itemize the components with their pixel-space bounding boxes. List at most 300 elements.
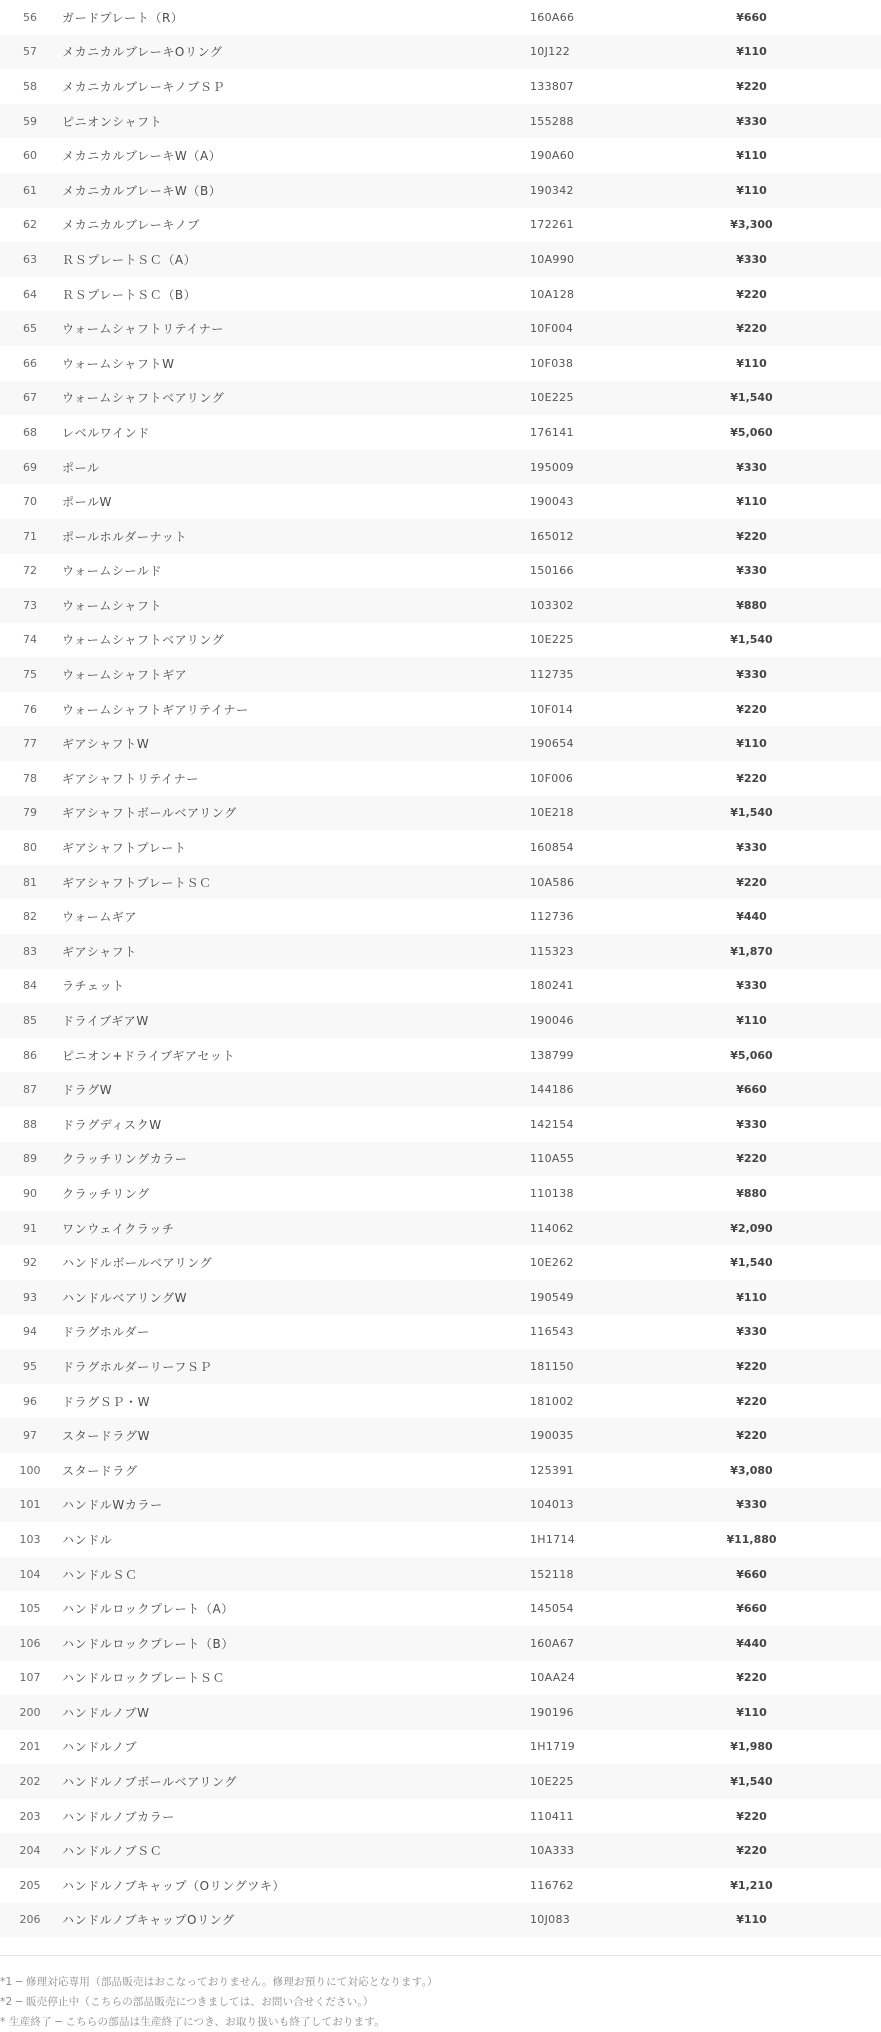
part-code: 190196: [530, 1705, 574, 1719]
part-number: 77: [23, 737, 37, 751]
part-price: ¥110: [736, 45, 767, 59]
part-name: ドライブギアW: [62, 1014, 149, 1029]
row-spacer: [823, 1384, 881, 1419]
part-name: メカニカルブレーキOリング: [62, 45, 223, 60]
table-row: [0, 1799, 881, 1834]
part-name: ウォームシャフトベアリング: [62, 633, 225, 648]
part-number: 65: [23, 322, 37, 336]
part-number: 66: [23, 356, 37, 370]
row-spacer: [823, 1280, 881, 1315]
part-code: 160854: [530, 841, 574, 855]
part-price: ¥220: [736, 287, 767, 301]
row-spacer: [823, 173, 881, 208]
table-row: [0, 1072, 881, 1107]
table-row: [0, 1280, 881, 1315]
part-number: 203: [19, 1809, 41, 1823]
part-name: ピニオン+ドライブギアセット: [62, 1048, 236, 1063]
part-code: 152118: [530, 1567, 574, 1581]
table-row: [0, 761, 881, 796]
part-name: ＲＳプレートＳＣ（A）: [62, 252, 197, 267]
part-code: 112736: [530, 910, 574, 924]
part-name: ハンドルベアリングW: [62, 1290, 188, 1305]
row-spacer: [823, 484, 881, 519]
part-name: メカニカルブレーキW（B）: [62, 183, 222, 198]
part-number: 80: [23, 841, 37, 855]
part-price: ¥220: [736, 875, 767, 889]
footnote-discontinued: * 生産終了 ─ こちらの部品は生産終了につき、お取り扱いも終了しております。: [0, 2016, 385, 2029]
part-number: 72: [23, 564, 37, 578]
part-number: 69: [23, 460, 37, 474]
table-row: [0, 692, 881, 727]
part-price: ¥3,300: [730, 218, 773, 232]
part-name: メカニカルブレーキW（A）: [62, 149, 222, 164]
part-price: ¥1,870: [730, 944, 773, 958]
row-spacer: [823, 1176, 881, 1211]
part-price: ¥110: [736, 1913, 767, 1927]
part-price: ¥660: [736, 1567, 767, 1581]
part-code: 155288: [530, 114, 574, 128]
part-number: 83: [23, 944, 37, 958]
part-code: 190046: [530, 1014, 574, 1028]
row-spacer: [823, 726, 881, 761]
row-spacer: [823, 1142, 881, 1177]
table-row: [0, 830, 881, 865]
table-row: [0, 657, 881, 692]
part-price: ¥11,880: [726, 1532, 777, 1546]
part-number: 64: [23, 287, 37, 301]
table-row: [0, 1245, 881, 1280]
part-code: 1H1719: [530, 1740, 576, 1754]
row-spacer: [823, 1833, 881, 1868]
part-name: ハンドルロックプレートＳＣ: [62, 1671, 226, 1686]
part-code: 10A128: [530, 287, 575, 301]
table-row: [0, 554, 881, 589]
part-name: ウォームシャフトギアリテイナー: [62, 702, 249, 717]
row-spacer: [823, 1038, 881, 1073]
table-row: [0, 1003, 881, 1038]
part-code: 160A67: [530, 1636, 575, 1650]
part-number: 106: [19, 1636, 41, 1650]
part-number: 61: [23, 183, 37, 197]
part-name: クラッチリング: [62, 1186, 150, 1201]
part-price: ¥220: [736, 1359, 767, 1373]
part-number: 97: [23, 1429, 37, 1443]
part-price: ¥660: [736, 1083, 767, 1097]
table-row: [0, 277, 881, 312]
part-code: 110138: [530, 1186, 574, 1200]
part-price: ¥220: [736, 771, 767, 785]
part-code: 125391: [530, 1463, 574, 1477]
row-spacer: [823, 761, 881, 796]
part-price: ¥2,090: [730, 1221, 773, 1235]
part-name: ウォームギア: [62, 910, 138, 925]
part-name: ガードプレート（R）: [62, 10, 184, 25]
part-number: 71: [23, 529, 37, 543]
part-name: ウォームシールド: [62, 564, 163, 579]
part-price: ¥3,080: [730, 1463, 773, 1477]
part-price: ¥330: [736, 979, 767, 993]
part-price: ¥330: [736, 460, 767, 474]
part-name: スタードラグW: [62, 1429, 151, 1444]
part-number: 62: [23, 218, 37, 232]
part-number: 87: [23, 1083, 37, 1097]
part-name: メカニカルブレーキノブＳＰ: [62, 79, 226, 94]
part-price: ¥330: [736, 114, 767, 128]
part-number: 100: [19, 1463, 41, 1477]
part-price: ¥330: [736, 668, 767, 682]
row-spacer: [823, 1245, 881, 1280]
part-price: ¥220: [736, 702, 767, 716]
part-code: 1H1714: [530, 1532, 576, 1546]
part-number: 79: [23, 806, 37, 820]
table-row: [0, 484, 881, 519]
part-code: 181150: [530, 1359, 574, 1373]
part-name: ハンドルノブ: [62, 1740, 138, 1755]
row-spacer: [823, 657, 881, 692]
part-price: ¥220: [736, 1429, 767, 1443]
table-row: [0, 1833, 881, 1868]
part-number: 206: [19, 1913, 41, 1927]
part-code: 103302: [530, 598, 574, 612]
part-code: 181002: [530, 1394, 574, 1408]
part-code: 115323: [530, 944, 574, 958]
row-spacer: [823, 138, 881, 173]
row-spacer: [823, 1488, 881, 1523]
part-price: ¥330: [736, 1325, 767, 1339]
part-name: ギアシャフトボールベアリング: [62, 806, 237, 821]
row-spacer: [823, 450, 881, 485]
part-number: 78: [23, 771, 37, 785]
part-number: 94: [23, 1325, 37, 1339]
part-code: 144186: [530, 1083, 574, 1097]
part-price: ¥1,540: [730, 633, 773, 647]
part-name: ポール: [62, 460, 100, 475]
part-code: 190549: [530, 1290, 574, 1304]
part-price: ¥220: [736, 1671, 767, 1685]
part-price: ¥110: [736, 737, 767, 751]
row-spacer: [823, 104, 881, 139]
part-number: 70: [23, 495, 37, 509]
part-number: 201: [19, 1740, 41, 1754]
part-code: 190342: [530, 183, 574, 197]
row-spacer: [823, 0, 881, 35]
row-spacer: [823, 1349, 881, 1384]
row-spacer: [823, 1211, 881, 1246]
part-name: ギアシャフトリテイナー: [62, 771, 199, 786]
part-number: 101: [19, 1498, 41, 1512]
part-price: ¥880: [736, 1186, 767, 1200]
part-number: 91: [23, 1221, 37, 1235]
part-name: ウォームシャフト: [62, 598, 163, 613]
part-code: 133807: [530, 79, 574, 93]
part-price: ¥110: [736, 149, 767, 163]
row-spacer: [823, 1695, 881, 1730]
part-name: ハンドルロックプレート（B）: [62, 1636, 234, 1651]
row-spacer: [823, 623, 881, 658]
part-code: 190035: [530, 1429, 574, 1443]
part-name: ハンドルノブＳＣ: [62, 1844, 163, 1859]
part-code: 10A990: [530, 252, 575, 266]
part-code: 172261: [530, 218, 574, 232]
part-code: 110411: [530, 1809, 574, 1823]
part-name: クラッチリングカラー: [62, 1152, 188, 1167]
table-row: [0, 1695, 881, 1730]
table-row: [0, 1591, 881, 1626]
part-number: 56: [23, 10, 37, 24]
row-spacer: [823, 1903, 881, 1938]
part-name: ハンドル: [62, 1532, 113, 1547]
part-name: ＲＳプレートＳＣ（B）: [62, 287, 197, 302]
part-number: 90: [23, 1186, 37, 1200]
part-price: ¥110: [736, 1705, 767, 1719]
row-spacer: [823, 899, 881, 934]
part-name: ギアシャフトプレート: [62, 841, 187, 856]
part-name: ラチェット: [62, 979, 125, 994]
table-row: [0, 1107, 881, 1142]
part-price: ¥1,540: [730, 1256, 773, 1270]
part-code: 10F004: [530, 322, 574, 336]
table-row: [0, 1626, 881, 1661]
part-code: 116543: [530, 1325, 574, 1339]
part-number: 200: [19, 1705, 41, 1719]
table-row: [0, 1142, 881, 1177]
part-number: 105: [19, 1602, 41, 1616]
part-price: ¥330: [736, 841, 767, 855]
part-name: ハンドルノブW: [62, 1705, 150, 1720]
part-number: 88: [23, 1117, 37, 1131]
table-row: [0, 69, 881, 104]
part-price: ¥1,980: [730, 1740, 773, 1754]
part-code: 10AA24: [530, 1671, 576, 1685]
part-number: 202: [19, 1775, 41, 1789]
table-row: [0, 934, 881, 969]
row-spacer: [823, 346, 881, 381]
row-spacer: [823, 1522, 881, 1557]
part-code: 112735: [530, 668, 574, 682]
part-price: ¥1,540: [730, 806, 773, 820]
part-code: 10A586: [530, 875, 575, 889]
part-code: 10E225: [530, 1775, 574, 1789]
part-number: 84: [23, 979, 37, 993]
part-price: ¥220: [736, 1809, 767, 1823]
part-price: ¥660: [736, 10, 767, 24]
part-code: 160A66: [530, 10, 575, 24]
table-row: [0, 1903, 881, 1938]
table-row: [0, 1176, 881, 1211]
part-price: ¥220: [736, 1394, 767, 1408]
row-spacer: [823, 865, 881, 900]
part-code: 10A333: [530, 1844, 575, 1858]
row-spacer: [823, 35, 881, 70]
part-code: 114062: [530, 1221, 574, 1235]
part-code: 145054: [530, 1602, 574, 1616]
part-number: 81: [23, 875, 37, 889]
part-price: ¥220: [736, 322, 767, 336]
part-code: 10F014: [530, 702, 574, 716]
part-code: 150166: [530, 564, 574, 578]
table-row: [0, 1868, 881, 1903]
part-name: ハンドルノブキャップ（Oリングツキ）: [62, 1878, 286, 1893]
part-name: ウォームシャフトギア: [62, 668, 188, 683]
part-number: 76: [23, 702, 37, 716]
row-spacer: [823, 796, 881, 831]
part-number: 58: [23, 79, 37, 93]
part-number: 68: [23, 425, 37, 439]
row-spacer: [823, 588, 881, 623]
row-spacer: [823, 1591, 881, 1626]
row-spacer: [823, 1799, 881, 1834]
part-price: ¥5,060: [730, 425, 773, 439]
table-row: [0, 104, 881, 139]
part-name: ハンドルノブカラー: [62, 1809, 175, 1824]
row-spacer: [823, 208, 881, 243]
row-spacer: [823, 830, 881, 865]
part-price: ¥110: [736, 1290, 767, 1304]
part-number: 93: [23, 1290, 37, 1304]
part-number: 85: [23, 1014, 37, 1028]
table-row: [0, 1211, 881, 1246]
part-code: 190A60: [530, 149, 575, 163]
row-spacer: [823, 1003, 881, 1038]
table-row: [0, 1488, 881, 1523]
part-code: 110A55: [530, 1152, 575, 1166]
part-name: ドラグホルダーリーフＳＰ: [62, 1359, 213, 1374]
part-code: 10E225: [530, 633, 574, 647]
part-code: 176141: [530, 425, 574, 439]
part-name: ドラグホルダー: [62, 1325, 150, 1340]
part-code: 10J083: [530, 1913, 571, 1927]
row-spacer: [823, 692, 881, 727]
part-number: 92: [23, 1256, 37, 1270]
table-row: [0, 1522, 881, 1557]
table-row: [0, 1038, 881, 1073]
row-spacer: [823, 277, 881, 312]
table-row: [0, 1315, 881, 1350]
part-number: 204: [19, 1844, 41, 1858]
table-row: [0, 1557, 881, 1592]
part-price: ¥110: [736, 495, 767, 509]
part-number: 74: [23, 633, 37, 647]
part-number: 73: [23, 598, 37, 612]
part-name: ハンドルWカラー: [62, 1498, 163, 1513]
part-price: ¥220: [736, 529, 767, 543]
table-row: [0, 1384, 881, 1419]
row-spacer: [823, 1418, 881, 1453]
table-row: [0, 899, 881, 934]
row-spacer: [823, 1661, 881, 1696]
part-number: 104: [19, 1567, 41, 1581]
table-row: [0, 415, 881, 450]
part-name: ウォームシャフトベアリング: [62, 391, 225, 406]
part-name: ハンドルノブボールベアリング: [62, 1775, 237, 1790]
part-name: ハンドルボールベアリング: [62, 1256, 213, 1271]
row-spacer: [823, 1764, 881, 1799]
row-spacer: [823, 415, 881, 450]
table-row: [0, 346, 881, 381]
row-spacer: [823, 934, 881, 969]
part-code: 190043: [530, 495, 574, 509]
part-number: 107: [19, 1671, 41, 1685]
part-name: ピニオンシャフト: [62, 114, 163, 129]
part-price: ¥330: [736, 564, 767, 578]
part-number: 103: [19, 1532, 41, 1546]
row-spacer: [823, 1868, 881, 1903]
part-price: ¥660: [736, 1602, 767, 1616]
table-row: [0, 796, 881, 831]
part-price: ¥1,210: [730, 1878, 773, 1892]
part-price: ¥330: [736, 1498, 767, 1512]
part-price: ¥1,540: [730, 1775, 773, 1789]
table-row: [0, 1453, 881, 1488]
part-name: ギアシャフトプレートＳＣ: [62, 875, 212, 890]
part-name: レベルワインド: [62, 425, 150, 440]
part-price: ¥880: [736, 598, 767, 612]
part-name: ポールホルダーナット: [62, 529, 188, 544]
table-row: [0, 865, 881, 900]
row-spacer: [823, 554, 881, 589]
row-spacer: [823, 1107, 881, 1142]
part-name: ウォームシャフトW: [62, 356, 175, 371]
part-name: ハンドルロックプレート（A）: [62, 1602, 234, 1617]
part-name: ドラグＳＰ・W: [62, 1394, 151, 1409]
part-number: 82: [23, 910, 37, 924]
part-code: 180241: [530, 979, 574, 993]
table-row: [0, 0, 881, 35]
table-row: [0, 381, 881, 416]
part-price: ¥220: [736, 1844, 767, 1858]
part-name: ワンウェイクラッチ: [62, 1221, 175, 1236]
footnote-sales-suspended: *2 ─ 販売停止中（こちらの部品販売につきましては、お問い合せください。）: [0, 1996, 374, 2009]
part-code: 165012: [530, 529, 574, 543]
part-code: 10E225: [530, 391, 574, 405]
part-code: 190654: [530, 737, 574, 751]
table-row: [0, 726, 881, 761]
part-code: 116762: [530, 1878, 574, 1892]
part-number: 86: [23, 1048, 37, 1062]
part-code: 138799: [530, 1048, 574, 1062]
part-number: 96: [23, 1394, 37, 1408]
row-spacer: [823, 1453, 881, 1488]
part-number: 57: [23, 45, 37, 59]
table-row: [0, 242, 881, 277]
part-price: ¥440: [736, 910, 767, 924]
table-row: [0, 208, 881, 243]
table-row: [0, 35, 881, 70]
part-code: 10F006: [530, 771, 574, 785]
part-number: 59: [23, 114, 37, 128]
table-row: [0, 311, 881, 346]
part-price: ¥5,060: [730, 1048, 773, 1062]
table-row: [0, 969, 881, 1004]
part-name: ドラグディスクW: [62, 1117, 162, 1132]
row-spacer: [823, 1315, 881, 1350]
part-number: 63: [23, 252, 37, 266]
part-name: ポールW: [62, 495, 113, 510]
part-number: 95: [23, 1359, 37, 1373]
part-price: ¥110: [736, 356, 767, 370]
table-row: [0, 1418, 881, 1453]
table-row: [0, 1349, 881, 1384]
part-price: ¥220: [736, 79, 767, 93]
row-spacer: [823, 242, 881, 277]
row-spacer: [823, 69, 881, 104]
row-spacer: [823, 1730, 881, 1765]
part-price: ¥330: [736, 1117, 767, 1131]
row-spacer: [823, 1072, 881, 1107]
part-code: 10E218: [530, 806, 574, 820]
footnote-repair-only: *1 ─ 修理対応専用（部品販売はおこなっておりません。修理お預りにて対応となります。）: [0, 1976, 438, 1989]
part-price: ¥220: [736, 1152, 767, 1166]
